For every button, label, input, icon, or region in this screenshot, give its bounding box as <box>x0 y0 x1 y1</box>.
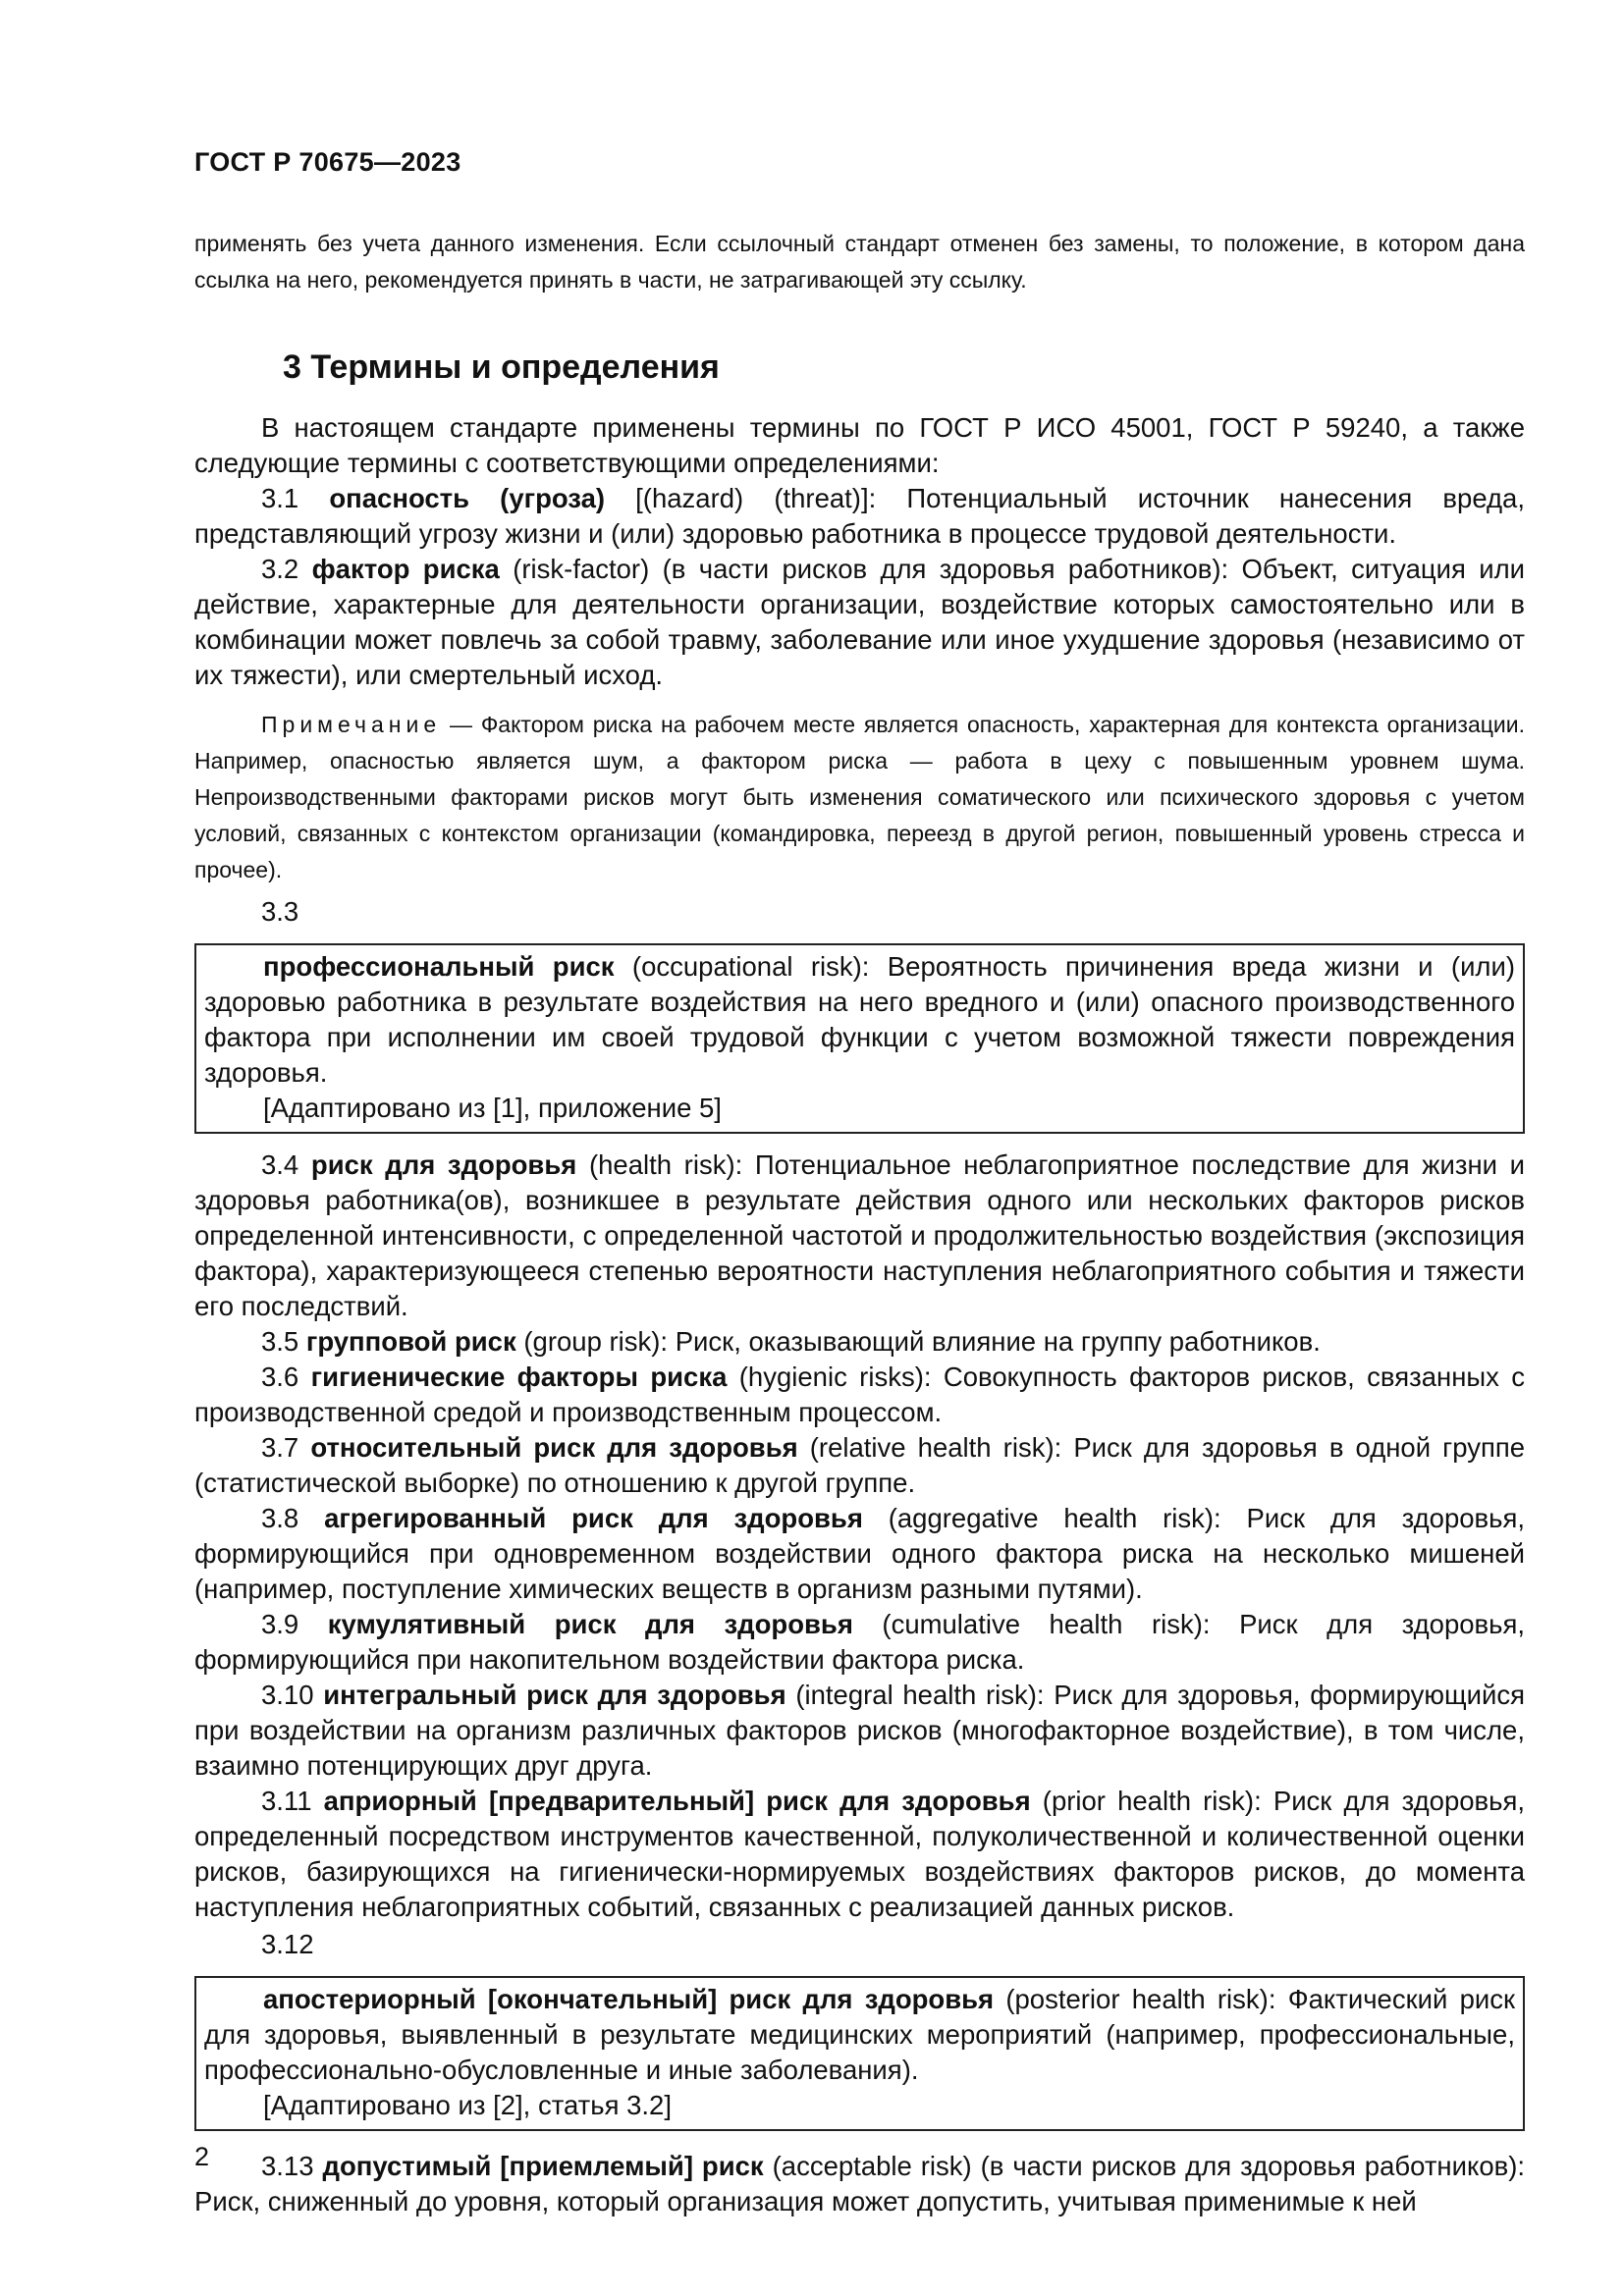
term-3-7 <box>194 1430 1525 1501</box>
term-definition: (group risk): Риск, оказывающий влияние на группу работников. <box>523 1326 1321 1357</box>
term-definition: (hygienic risks): Совокупность факторов рисков, связанных с производственной средой и производственным процессом. <box>194 1362 1526 1427</box>
section-title: 3 Термины и определения <box>283 348 720 386</box>
term-number: 3.9 <box>261 1609 299 1639</box>
term-name: относительный риск для здоровья <box>310 1432 798 1463</box>
term-number: 3.5 <box>261 1326 299 1357</box>
term-3-4 <box>194 1148 1525 1324</box>
term-definition: (relative health risk): Риск для здоровья в одной группе (статистической выборке) по отношению к другой группе. <box>194 1432 1526 1498</box>
term-name: фактор риска <box>311 554 500 584</box>
document-code-header: ГОСТ Р 70675—2023 <box>194 147 461 177</box>
continuation-paragraph: применять без учета данного изменения. Если ссылочный стандарт отменен без замены, то положение, в котором дана ссылка на него, рекомендуется принять в части, не затрагивающей эту ссылку. <box>194 231 1525 293</box>
term-name: апостериорный [окончательный] риск для здоровья <box>263 1984 995 2014</box>
term-3-10 <box>194 1678 1525 1784</box>
term-name: опасность (угроза) <box>329 483 606 513</box>
term-name: риск для здоровья <box>310 1149 577 1180</box>
note-label: Примечание <box>261 712 442 737</box>
term-name: кумулятивный риск для здоровья <box>327 1609 853 1639</box>
term-definition: (posterior health risk): Фактический риск для здоровья, выявленный в результате медицинских мероприятий (например, профессиональные, профессионально-обусловленные и иные заболевания). <box>204 1984 1516 2085</box>
term-definition: [(hazard) (threat)]: Потенциальный источник нанесения вреда, представляющий угрозу жизни и (или) здоровью работника в процессе трудовой деятельности. <box>194 483 1525 549</box>
term-definition: (prior health risk): Риск для здоровья, определенный посредством инструментов качественной, полуколичественной и количественной оценки рисков, базирующихся на гигиенически-нормируемых воздействиях факторов рисков, до момента наступления неблагоприятных событий, связанных с реализацией данных рисков. <box>194 1786 1525 1922</box>
term-name: гигиенические факторы риска <box>310 1362 728 1392</box>
section-intro: В настоящем стандарте применены термины по ГОСТ Р ИСО 45001, ГОСТ Р 59240, а также следующие термины с соответствующими определениями: <box>194 412 1525 478</box>
term-number: 3.10 <box>261 1680 314 1710</box>
term-3-6 <box>194 1360 1525 1430</box>
term-3-9 <box>194 1607 1525 1678</box>
term-source: [Адаптировано из [1], приложение 5] <box>263 1093 722 1123</box>
term-3-3 <box>204 949 1515 1091</box>
term-definition: (health risk): Потенциальное неблагоприятное последствие для жизни и здоровья работника(ов), возникшее в результате действия одного или нескольких факторов рисков определенной интенсивности, с определенной частотой и продолжительностью воздействия (экспозиция фактора), характеризующееся степенью вероятности наступления неблагоприятного события и тяжести его последствий. <box>194 1149 1526 1321</box>
term-number: 3.11 <box>261 1786 312 1816</box>
term-name: агрегированный риск для здоровья <box>324 1503 863 1533</box>
term-number: 3.4 <box>261 1149 299 1180</box>
term-box-3-3 <box>194 943 1525 1134</box>
term-3-8 <box>194 1501 1525 1607</box>
term-definition: (integral health risk): Риск для здоровья, формирующийся при воздействии на организм различных факторов рисков (многофакторное воздействие), в том числе, взаимно потенцирующих друг друга. <box>194 1680 1526 1781</box>
term-name: допустимый [приемлемый] риск <box>322 2151 764 2181</box>
term-definition: (occupational risk): Вероятность причинения вреда жизни и (или) здоровью работника в результате воздействия на него вредного и (или) опасного производственного фактора при исполнении им своей трудовой функции с учетом возможной тяжести повреждения здоровья. <box>204 951 1515 1088</box>
term-definition: (cumulative health risk): Риск для здоровья, формирующийся при накопительном воздействии фактора риска. <box>194 1609 1526 1675</box>
term-box-3-12 <box>194 1976 1525 2131</box>
term-name: интегральный риск для здоровья <box>323 1680 786 1710</box>
term-name: априорный [предварительный] риск для здоровья <box>323 1786 1031 1816</box>
note-paragraph <box>194 707 1525 888</box>
term-3-1 <box>194 481 1525 552</box>
term-number: 3.13 <box>261 2151 314 2181</box>
term-3-5 <box>194 1324 1525 1360</box>
page-number: 2 <box>194 2142 210 2171</box>
note-text: — Фактором риска на рабочем месте является опасность, характерная для контекста организации. Например, опасностью является шум, а фактором риска — работа в цеху с повышенным уровнем шума. Непроизводственными факторами рисков могут быть изменения соматического или психического здоровья с учетом условий, связанных с контекстом организации (командировка, переезд в другой регион, повышенный уровень стресса и прочее). <box>194 712 1525 882</box>
term-3-13 <box>194 2149 1525 2219</box>
term-number: 3.7 <box>261 1432 299 1463</box>
term-definition: (aggregative health risk): Риск для здоровья, формирующийся при одновременном воздействии одного фактора риска на несколько мишеней (например, поступление химических веществ в организм разными путями). <box>194 1503 1526 1604</box>
term-definition: (risk-factor) (в части рисков для здоровья работников): Объект, ситуация или действие, характерные для деятельности организации, воздействие которых самостоятельно или в комбинации может повлечь за собой травму, заболевание или иное ухудшение здоровья (независимо от их тяжести), или смертельный исход. <box>194 554 1526 690</box>
term-source: [Адаптировано из [2], статья 3.2] <box>263 2090 672 2120</box>
term-definition: (acceptable risk) (в части рисков для здоровья работников): Риск, сниженный до уровня, который организация может допустить, учитывая применимые к ней <box>194 2151 1526 2216</box>
term-number-3-12: 3.12 <box>261 1929 314 1959</box>
term-number: 3.2 <box>261 554 299 584</box>
term-3-2 <box>194 552 1525 693</box>
term-name: групповой риск <box>305 1326 516 1357</box>
term-3-11 <box>194 1784 1525 1925</box>
page-content <box>194 226 1525 2219</box>
term-number: 3.8 <box>261 1503 299 1533</box>
term-number: 3.1 <box>261 483 299 513</box>
term-3-12 <box>204 1982 1515 2088</box>
term-name: профессиональный риск <box>263 951 615 982</box>
term-number: 3.6 <box>261 1362 299 1392</box>
term-number-3-3: 3.3 <box>261 896 299 927</box>
